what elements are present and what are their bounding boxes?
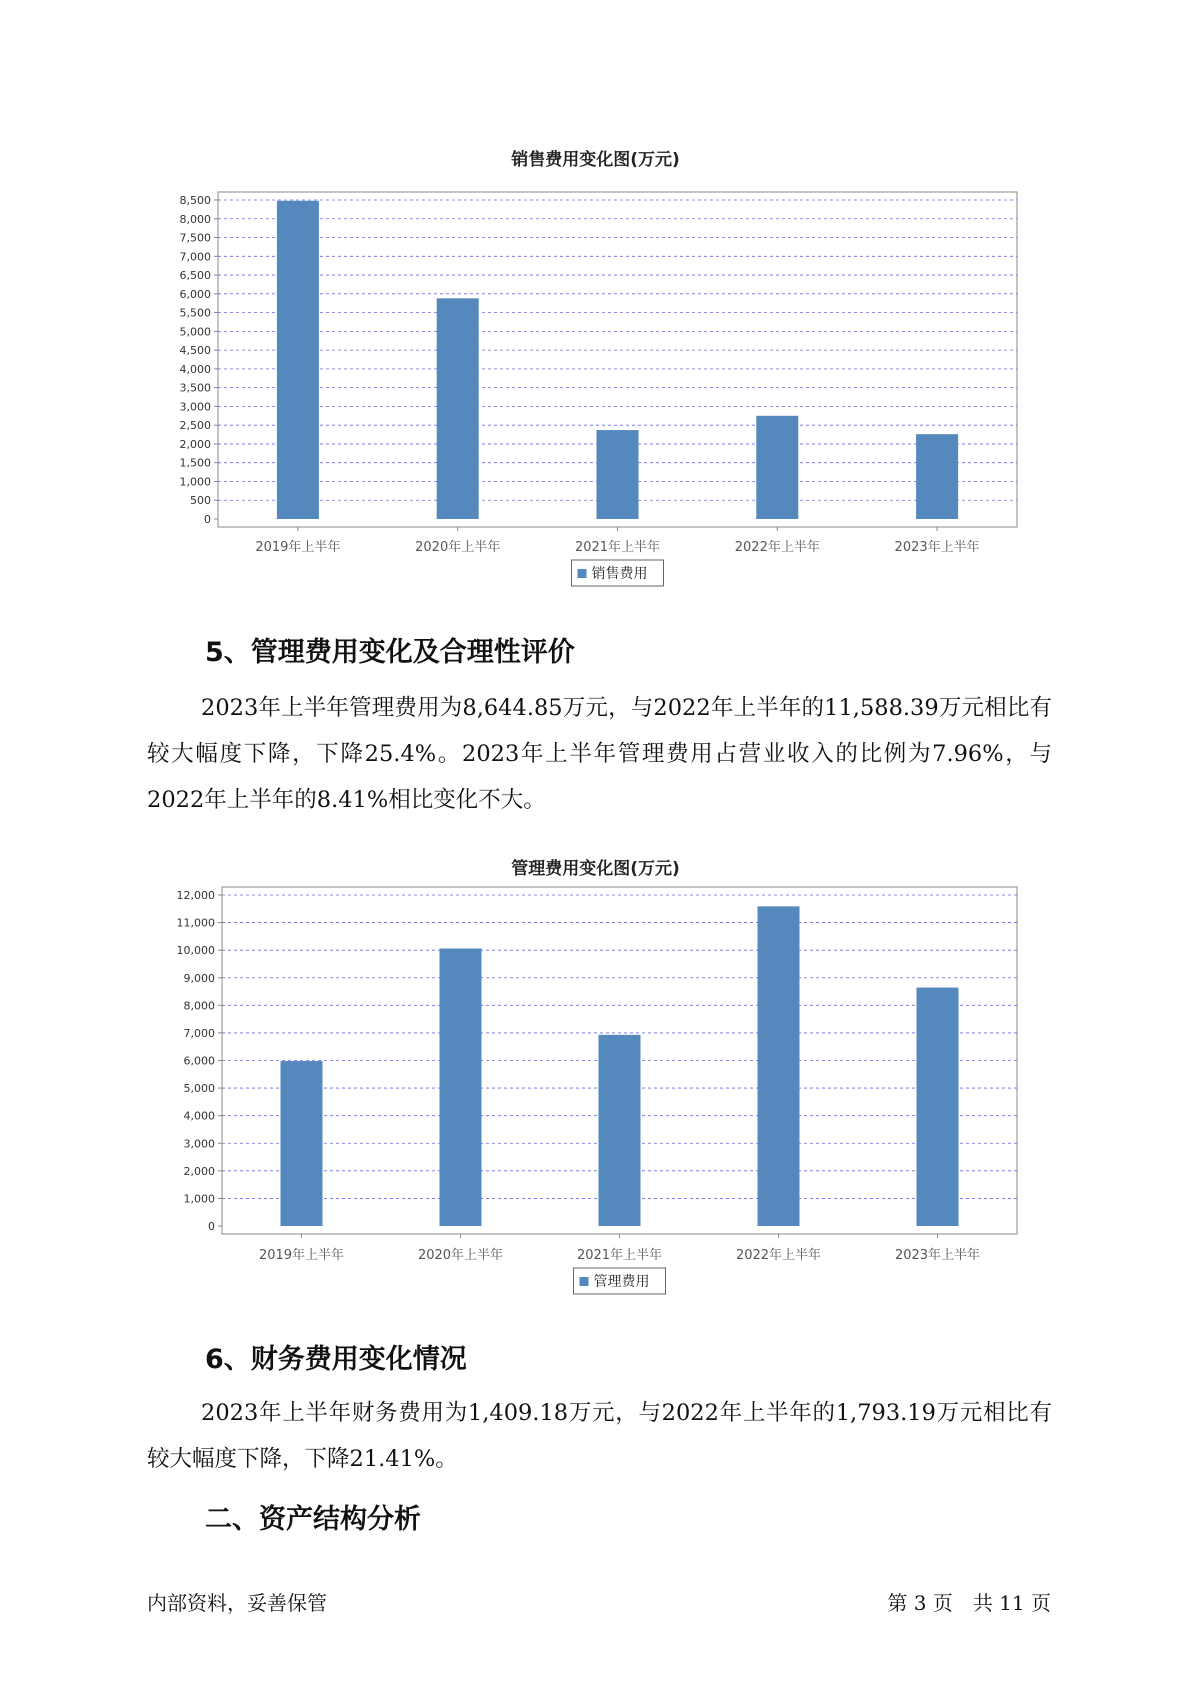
y-tick-label: 2,500 <box>179 419 211 433</box>
y-tick-label: 6,000 <box>183 1054 215 1068</box>
y-tick-label: 4,000 <box>179 362 211 376</box>
y-tick-label: 8,000 <box>183 999 215 1013</box>
y-tick-label: 8,500 <box>179 194 211 207</box>
y-tick-label: 1,000 <box>183 1192 215 1206</box>
y-tick-label: 8,000 <box>179 212 211 226</box>
bar <box>756 416 798 519</box>
section-6-paragraph: 2023年上半年财务费用为1,409.18万元，与2022年上半年的1,793.19万元相比有较大幅度下降，下降21.41%。 <box>147 1400 1052 1472</box>
legend-label: 管理费用 <box>593 1274 650 1290</box>
x-tick-label: 2021年上半年 <box>574 540 661 555</box>
x-tick-label: 2019年上半年 <box>255 540 341 555</box>
y-tick-label: 2,000 <box>179 437 211 451</box>
bar <box>597 430 639 519</box>
x-tick-label: 2023年上半年 <box>894 540 980 555</box>
section-5-heading: 5、管理费用变化及合理性评价 <box>205 637 575 668</box>
bar <box>916 434 958 519</box>
admin-expense-chart-title: 管理费用变化图(万元) <box>511 859 680 879</box>
y-tick-label: 9,000 <box>183 971 215 985</box>
y-tick-label: 1,500 <box>179 456 211 470</box>
x-tick-label: 2020年上半年 <box>417 1248 504 1263</box>
x-tick-label: 2019年上半年 <box>258 1248 345 1263</box>
y-tick-label: 5,500 <box>179 306 211 320</box>
legend-swatch <box>578 569 587 578</box>
y-tick-label: 1,000 <box>179 475 211 489</box>
y-tick-label: 10,000 <box>176 944 215 958</box>
footer-page-number: 第 3 页 共 11 页 <box>887 1591 1051 1615</box>
y-tick-label: 2,000 <box>183 1164 215 1178</box>
x-tick-label: 2023年上半年 <box>894 1248 981 1263</box>
bar <box>917 988 959 1226</box>
y-tick-label: 3,000 <box>179 400 211 414</box>
bar <box>440 949 482 1226</box>
y-tick-label: 500 <box>190 494 211 508</box>
asset-structure-heading: 二、资产结构分析 <box>205 1504 421 1535</box>
sales-expense-chart <box>0 170 1191 610</box>
y-tick-label: 3,000 <box>183 1137 215 1151</box>
bar <box>437 298 479 519</box>
y-tick-label: 11,000 <box>176 916 215 930</box>
x-tick-label: 2020年上半年 <box>415 540 501 555</box>
admin-expense-chart <box>0 880 1191 1310</box>
y-tick-label: 3,500 <box>179 381 211 395</box>
y-tick-label: 4,500 <box>179 344 211 358</box>
y-tick-label: 0 <box>208 1220 215 1233</box>
x-tick-label: 2022年上半年 <box>735 1248 822 1263</box>
legend-swatch <box>580 1277 589 1286</box>
y-tick-label: 7,000 <box>179 250 211 264</box>
x-tick-label: 2021年上半年 <box>576 1248 663 1263</box>
bar <box>758 906 800 1226</box>
y-tick-label: 6,500 <box>179 269 211 283</box>
y-tick-label: 0 <box>204 513 211 526</box>
y-tick-label: 5,000 <box>183 1082 215 1096</box>
legend-label: 销售费用 <box>591 566 648 582</box>
y-tick-label: 6,000 <box>179 287 211 301</box>
bar <box>599 1035 641 1226</box>
footer-confidential-note: 内部资料，妥善保管 <box>147 1591 327 1615</box>
y-tick-label: 12,000 <box>176 889 215 902</box>
bar <box>277 201 319 519</box>
y-tick-label: 5,000 <box>179 325 211 339</box>
y-tick-label: 7,000 <box>183 1026 215 1040</box>
y-tick-label: 4,000 <box>183 1109 215 1123</box>
section-5-paragraph: 2023年上半年管理费用为8,644.85万元，与2022年上半年的11,588.39万元相比有较大幅度下降，下降25.4%。2023年上半年管理费用占营业收入的比例为7.96%，与2022年上半年的8.41%相比变化不大。 <box>147 695 1052 813</box>
section-6-heading: 6、财务费用变化情况 <box>205 1344 467 1375</box>
bar <box>281 1061 323 1226</box>
x-tick-label: 2022年上半年 <box>734 540 820 555</box>
y-tick-label: 7,500 <box>179 231 211 245</box>
sales-expense-chart-title: 销售费用变化图(万元) <box>511 150 680 170</box>
